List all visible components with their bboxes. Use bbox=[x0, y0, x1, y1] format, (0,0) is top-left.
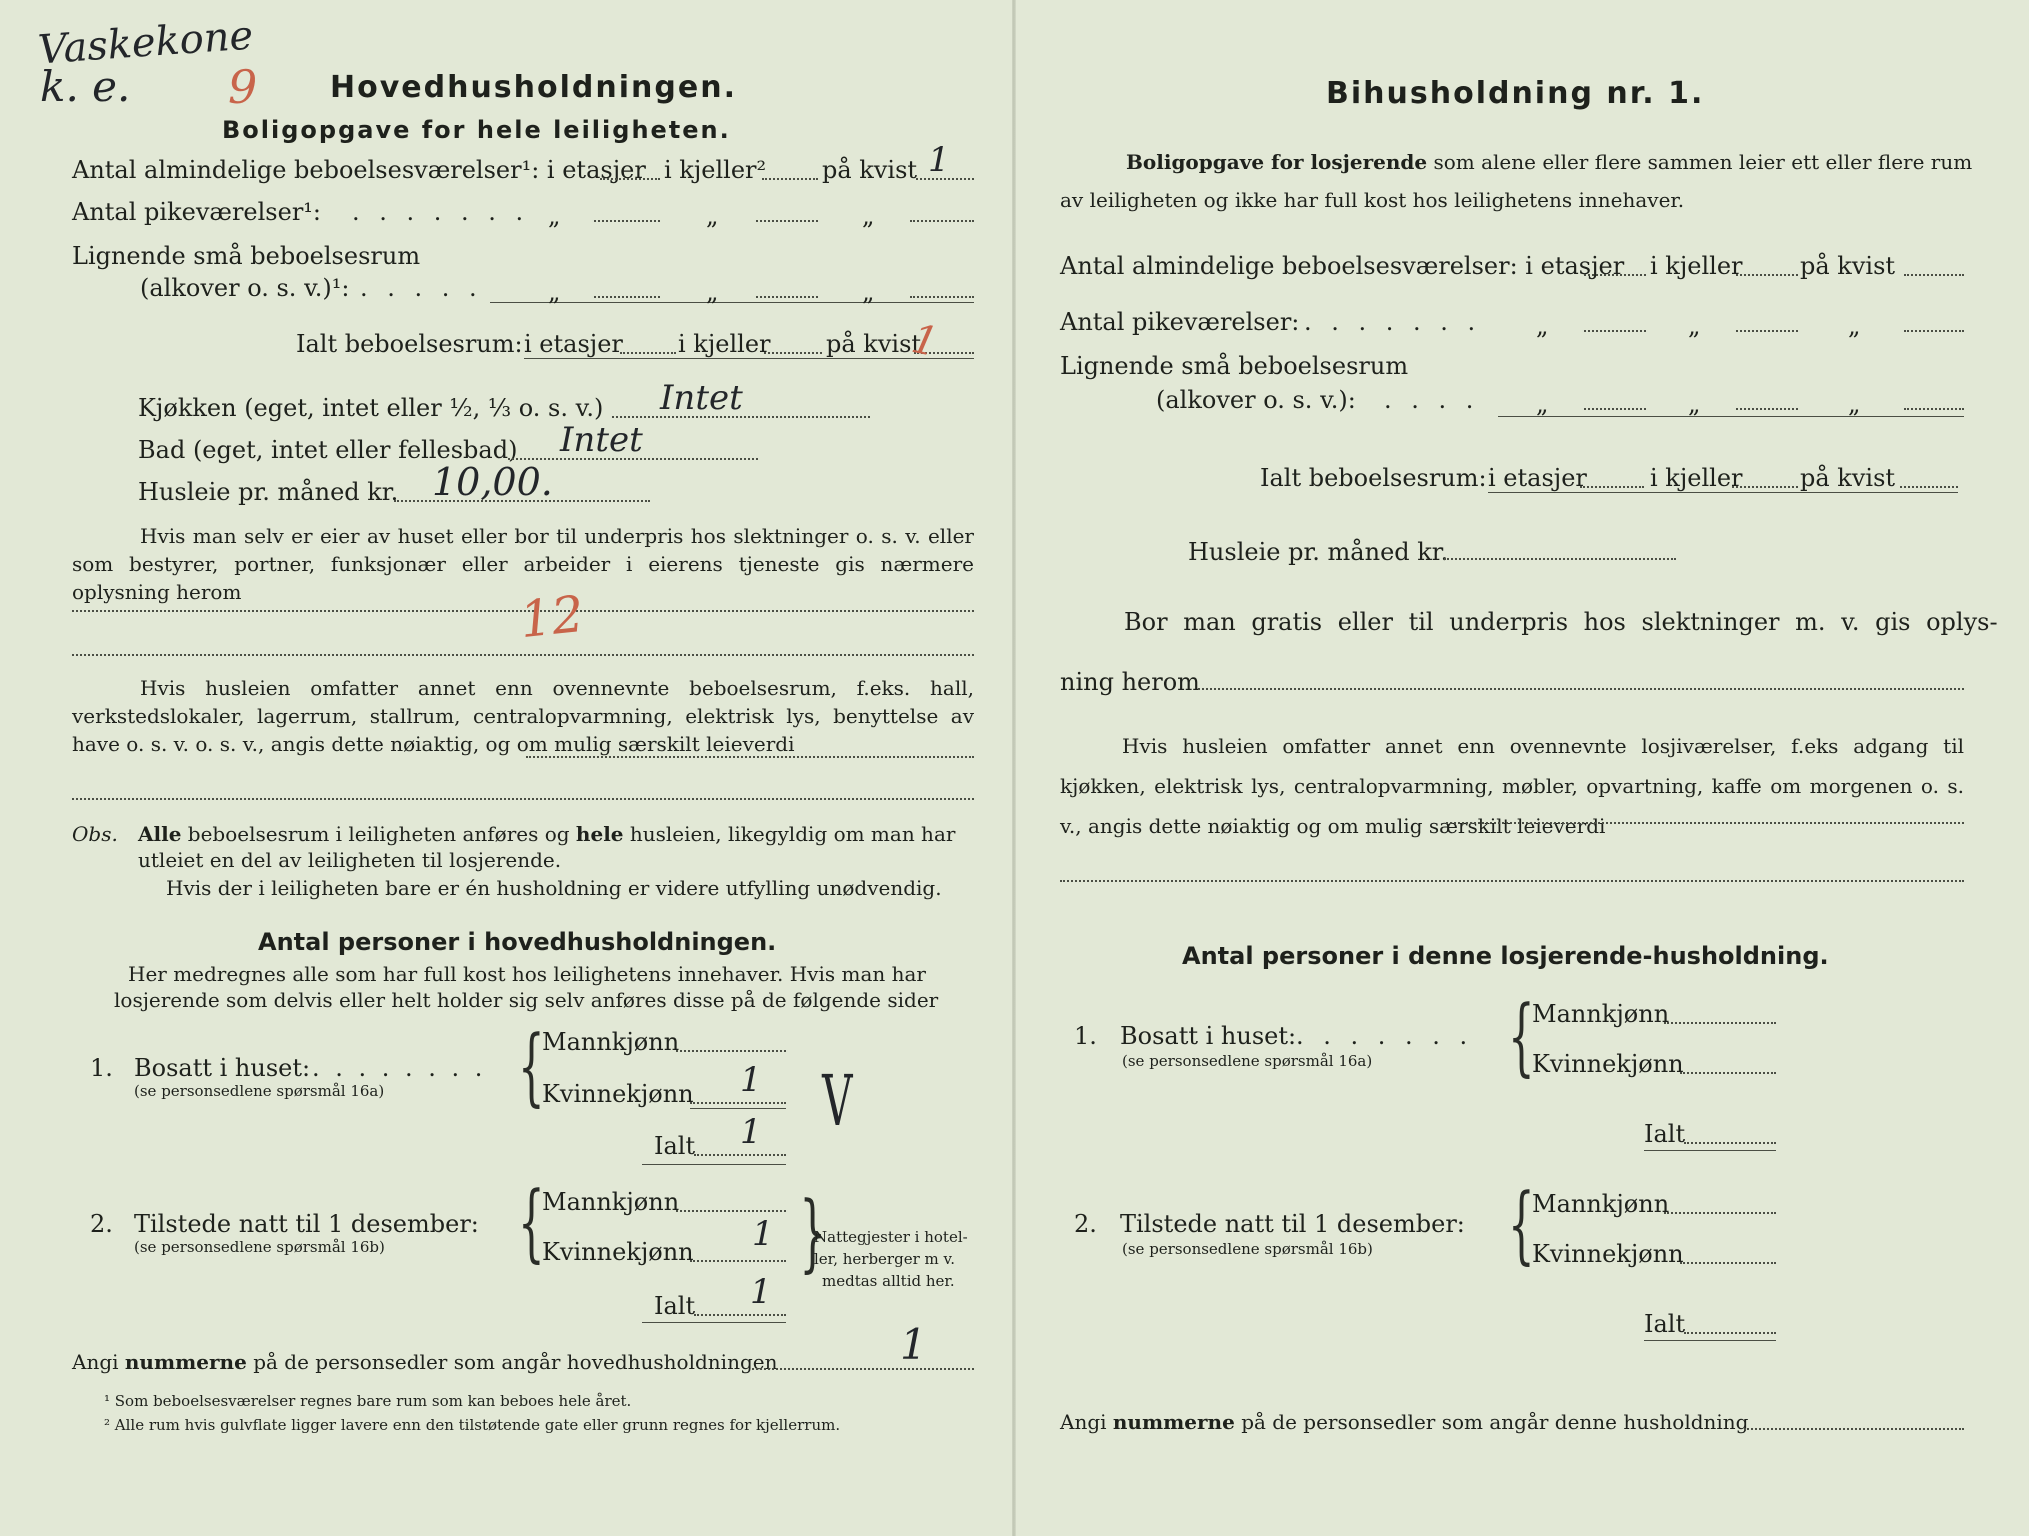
right-total-etasjer-label: i etasjer bbox=[1488, 464, 1587, 492]
left-q2-total-field[interactable] bbox=[694, 1314, 786, 1316]
handwritten-resident-female: 1 bbox=[740, 1060, 762, 1100]
right-numbers-a: Angi bbox=[1060, 1410, 1107, 1434]
left-row-rooms-label: Antal almindelige beboelsesværelser¹: i etasjer bbox=[72, 156, 646, 184]
right-numbers-b: nummerne bbox=[1112, 1410, 1235, 1434]
left-total-etasjer-field[interactable] bbox=[620, 352, 676, 354]
left-q1-female-rule bbox=[690, 1108, 786, 1109]
right-total-rule bbox=[1488, 492, 1958, 493]
right-rent-extra-field-2[interactable] bbox=[1060, 880, 1964, 882]
left-q2-female-field[interactable] bbox=[690, 1260, 786, 1262]
left-q2-total-label: Ialt bbox=[654, 1292, 696, 1320]
handwritten-present-female: 1 bbox=[752, 1214, 774, 1254]
left-q2-male-label: Mannkjønn bbox=[542, 1188, 680, 1216]
right-q1-total-label: Ialt bbox=[1644, 1120, 1686, 1148]
ditto-mark: „ bbox=[1536, 312, 1549, 340]
right-small-kvist-field[interactable] bbox=[1904, 408, 1964, 410]
left-q1-total-field[interactable] bbox=[694, 1154, 786, 1156]
right-rooms-kjeller-field[interactable] bbox=[1736, 274, 1798, 276]
guest-note-3: medtas alltid her. bbox=[822, 1272, 955, 1290]
right-q1-total-field[interactable] bbox=[1684, 1142, 1776, 1144]
left-title: Hovedhusholdningen. bbox=[330, 70, 737, 105]
obs-label: Obs. bbox=[72, 822, 118, 846]
right-q2-female-field[interactable] bbox=[1680, 1262, 1776, 1264]
left-rent-extra-field-2[interactable] bbox=[72, 798, 974, 800]
right-rent-extra-field-1[interactable] bbox=[1446, 822, 1964, 824]
ditto-mark: „ bbox=[1848, 312, 1861, 340]
right-q1-ref: (se personsedlene spørsmål 16a) bbox=[1122, 1052, 1373, 1070]
right-row-small-label-2: (alkover o. s. v.): bbox=[1156, 386, 1356, 414]
right-q2-total-label: Ialt bbox=[1644, 1310, 1686, 1338]
right-rooms-kjeller-label: i kjeller bbox=[1650, 252, 1743, 280]
right-intro-bold: Boligopgave for losjerende bbox=[1126, 150, 1428, 174]
handwritten-red-mark: 12 bbox=[517, 584, 587, 650]
right-q1-label: Bosatt i huset: bbox=[1120, 1022, 1297, 1050]
left-small-kjeller-field[interactable] bbox=[756, 296, 818, 298]
left-q2-ref: (se personsedlene spørsmål 16b) bbox=[134, 1238, 385, 1256]
ditto-mark: „ bbox=[862, 278, 875, 306]
left-q2-male-field[interactable] bbox=[676, 1210, 786, 1212]
right-q1-dots: . . . . . . . bbox=[1296, 1022, 1474, 1050]
ditto-mark: „ bbox=[862, 202, 875, 230]
left-q2-number: 2. bbox=[90, 1210, 113, 1238]
right-q2-brace: { bbox=[1508, 1175, 1535, 1273]
left-rent-extra-field-1[interactable] bbox=[526, 756, 974, 758]
left-row-maid-label: Antal pikeværelser¹: bbox=[72, 198, 321, 226]
left-row-total-label: Ialt beboelsesrum: bbox=[296, 330, 523, 358]
left-maid-kjeller-field[interactable] bbox=[756, 220, 818, 222]
right-q2-number: 2. bbox=[1074, 1210, 1097, 1238]
left-rooms-kvist-label: på kvist bbox=[822, 156, 918, 184]
left-total-kjeller-label: i kjeller bbox=[678, 330, 771, 358]
right-maid-kjeller-field[interactable] bbox=[1736, 330, 1798, 332]
left-owner-field-2[interactable] bbox=[72, 654, 974, 656]
left-row-rent-label: Husleie pr. måned kr. bbox=[138, 478, 399, 506]
right-persons-title: Antal personer i denne losjerende-husholdning. bbox=[1182, 942, 1829, 970]
handwritten-top-note: Vaskekone bbox=[36, 12, 255, 74]
left-q2-brace: { bbox=[518, 1173, 545, 1271]
left-numbers-field[interactable] bbox=[752, 1368, 974, 1370]
right-total-kjeller-field[interactable] bbox=[1732, 486, 1798, 488]
left-total-kjeller-field[interactable] bbox=[764, 352, 822, 354]
ditto-mark: „ bbox=[706, 202, 719, 230]
left-small-etasjer-field[interactable] bbox=[594, 296, 660, 298]
right-q2-total-rule bbox=[1644, 1340, 1776, 1341]
right-row-maid-label: Antal pikeværelser: bbox=[1060, 308, 1300, 336]
right-row-total-label: Ialt beboelsesrum: bbox=[1260, 464, 1487, 492]
left-rooms-etasjer-field[interactable] bbox=[600, 178, 660, 180]
handwritten-present-total: 1 bbox=[750, 1272, 772, 1312]
left-q1-female-label: Kvinnekjønn bbox=[542, 1080, 694, 1108]
handwritten-top-number: 9 bbox=[228, 60, 258, 114]
left-rooms-kjeller-field[interactable] bbox=[762, 178, 818, 180]
right-q2-male-label: Mannkjønn bbox=[1532, 1190, 1670, 1218]
left-q1-label: Bosatt i huset: bbox=[134, 1054, 311, 1082]
left-q2-label: Tilstede natt til 1 desember: bbox=[134, 1210, 479, 1238]
right-q1-total-rule bbox=[1644, 1150, 1776, 1151]
ditto-mark: „ bbox=[548, 202, 561, 230]
left-q1-ref: (se personsedlene spørsmål 16a) bbox=[134, 1082, 385, 1100]
right-row-small-label-1: Lignende små beboelsesrum bbox=[1060, 352, 1409, 380]
left-rooms-kjeller-label: i kjeller² bbox=[664, 156, 767, 184]
right-row-rent-label: Husleie pr. måned kr. bbox=[1188, 538, 1449, 566]
handwritten-bath-value: Intet bbox=[560, 420, 643, 460]
left-maid-kvist-field[interactable] bbox=[910, 220, 974, 222]
right-small-kjeller-field[interactable] bbox=[1736, 408, 1798, 410]
right-rooms-etasjer-field[interactable] bbox=[1584, 274, 1646, 276]
right-q2-total-field[interactable] bbox=[1684, 1332, 1776, 1334]
left-q2-total-rule bbox=[642, 1322, 786, 1323]
obs-all: Alle bbox=[138, 822, 182, 846]
left-q1-total-label: Ialt bbox=[654, 1132, 696, 1160]
left-numbers-b: nummerne bbox=[124, 1350, 247, 1374]
obs-line-2: utleiet en del av leiligheten til losjerende. bbox=[138, 848, 562, 872]
page-fold bbox=[1012, 0, 1016, 1536]
right-q1-female-label: Kvinnekjønn bbox=[1532, 1050, 1684, 1078]
left-numbers-a: Angi bbox=[72, 1350, 119, 1374]
obs-text-2: husleien, likegyldig om man har bbox=[629, 822, 956, 846]
obs-text-1: beboelsesrum i leiligheten anføres og bbox=[187, 822, 570, 846]
left-total-rule bbox=[524, 358, 974, 359]
left-row-small-label-2: (alkover o. s. v.)¹: bbox=[140, 274, 350, 302]
obs-whole: hele bbox=[575, 822, 624, 846]
right-q2-ref: (se personsedlene spørsmål 16b) bbox=[1122, 1240, 1373, 1258]
right-numbers-field[interactable] bbox=[1744, 1428, 1964, 1430]
left-numbers-c: på de personsedler som angår hovedhusholdningen bbox=[253, 1350, 778, 1374]
right-q1-female-field[interactable] bbox=[1680, 1072, 1776, 1074]
right-rooms-kvist-field[interactable] bbox=[1904, 274, 1964, 276]
left-subtitle: Boligopgave for hele leiligheten. bbox=[222, 116, 731, 144]
right-title: Bihusholdning nr. 1. bbox=[1326, 76, 1705, 111]
guest-note-2: ler, herberger m v. bbox=[814, 1250, 955, 1268]
left-small-rule bbox=[490, 302, 974, 303]
left-q1-male-field[interactable] bbox=[676, 1050, 786, 1052]
left-persons-note-2: losjerende som delvis eller helt holder sig selv anføres disse på de følgende sider bbox=[114, 988, 939, 1012]
right-row-maid-dots: . . . . . . . bbox=[1304, 308, 1482, 336]
right-numbers-c: på de personsedler som angår denne husholdning bbox=[1241, 1410, 1749, 1434]
left-q1-brace: { bbox=[518, 1017, 545, 1115]
handwritten-top-code: k. e. bbox=[40, 62, 131, 111]
right-free-field[interactable] bbox=[1198, 688, 1964, 690]
handwritten-rent-value: 10,00. bbox=[432, 460, 553, 504]
right-free-paragraph-2: ning herom bbox=[1060, 668, 1200, 696]
handwritten-check-mark: V bbox=[822, 1060, 853, 1142]
right-intro-line-2: av leiligheten og ikke har full kost hos leilighetens innehaver. bbox=[1060, 188, 1685, 212]
ditto-mark: „ bbox=[1688, 390, 1701, 418]
right-maid-kvist-field[interactable] bbox=[1904, 330, 1964, 332]
left-maid-etasjer-field[interactable] bbox=[594, 220, 660, 222]
handwritten-person-number: 1 bbox=[900, 1320, 927, 1369]
right-q2-male-field[interactable] bbox=[1664, 1212, 1776, 1214]
left-persons-note-1: Her medregnes alle som har full kost hos leilighetens innehaver. Hvis man har bbox=[128, 962, 926, 986]
left-persons-title: Antal personer i hovedhusholdningen. bbox=[258, 928, 777, 956]
left-q2-close-brace: { bbox=[799, 1183, 827, 1281]
right-q1-number: 1. bbox=[1074, 1022, 1097, 1050]
right-total-kjeller-label: i kjeller bbox=[1650, 464, 1743, 492]
left-row-maid-dots: . . . . . . . bbox=[352, 198, 530, 226]
right-rent-field[interactable] bbox=[1444, 558, 1676, 560]
right-small-etasjer-field[interactable] bbox=[1584, 408, 1646, 410]
right-small-rule bbox=[1498, 416, 1964, 417]
ditto-mark: „ bbox=[1848, 390, 1861, 418]
left-row-small-dots: . . . . . bbox=[360, 274, 483, 302]
left-row-kitchen-label: Kjøkken (eget, intet eller ½, ⅓ o. s. v.) bbox=[138, 394, 604, 422]
right-intro-rest: som alene eller flere sammen leier ett eller flere rum bbox=[1433, 150, 1973, 174]
handwritten-resident-total: 1 bbox=[740, 1112, 762, 1152]
right-row-small-dots: . . . . bbox=[1384, 386, 1480, 414]
left-q1-dots: . . . . . . . . bbox=[312, 1054, 487, 1082]
ditto-mark: „ bbox=[548, 278, 561, 306]
left-total-kvist-label: på kvist bbox=[826, 330, 922, 358]
left-row-small-label-1: Lignende små beboelsesrum bbox=[72, 242, 421, 270]
guest-note-1: Nattegjester i hotel- bbox=[814, 1228, 968, 1246]
right-q1-brace: { bbox=[1508, 987, 1535, 1085]
left-q2-female-label: Kvinnekjønn bbox=[542, 1238, 694, 1266]
right-q2-female-label: Kvinnekjønn bbox=[1532, 1240, 1684, 1268]
right-q1-male-field[interactable] bbox=[1664, 1022, 1776, 1024]
right-total-kvist-field[interactable] bbox=[1900, 486, 1958, 488]
left-rent-paragraph: Hvis husleien omfatter annet enn ovennevnte beboelsesrum, f.eks. hall, verkstedslokaler, lagerrum, stallrum, centralopvarmning, elektrisk lys, benyttelse av have o. s. v. o. s. v., angis dette nøiaktig, og om mulig særskilt leieverdi bbox=[72, 676, 974, 756]
right-rooms-kvist-label: på kvist bbox=[1800, 252, 1896, 280]
left-small-kvist-field[interactable] bbox=[910, 296, 974, 298]
left-q1-number: 1. bbox=[90, 1054, 113, 1082]
right-maid-etasjer-field[interactable] bbox=[1584, 330, 1646, 332]
left-q1-male-label: Mannkjønn bbox=[542, 1028, 680, 1056]
left-q1-female-field[interactable] bbox=[690, 1102, 786, 1104]
handwritten-kitchen-value: Intet bbox=[660, 378, 743, 418]
right-free-paragraph-1: Bor man gratis eller til underpris hos slektninger m. v. gis oplys- bbox=[1124, 608, 1998, 636]
footnote-2: ² Alle rum hvis gulvflate ligger lavere enn den tilstøtende gate eller grunn regnes for kjellerrum. bbox=[104, 1416, 841, 1434]
right-row-rooms-label: Antal almindelige beboelsesværelser: i etasjer bbox=[1060, 252, 1625, 280]
left-total-etasjer-label: i etasjer bbox=[524, 330, 623, 358]
right-total-etasjer-field[interactable] bbox=[1580, 486, 1644, 488]
ditto-mark: „ bbox=[1536, 390, 1549, 418]
left-row-bath-label: Bad (eget, intet eller fellesbad) bbox=[138, 436, 518, 464]
left-owner-paragraph: Hvis man selv er eier av huset eller bor til underpris hos slektninger o. s. v. eller som bestyrer, portner, funksjonær eller arbeider i eierens tjeneste gis nærmere oplysning herom bbox=[72, 524, 974, 604]
footnote-1: ¹ Som beboelsesværelser regnes bare rum som kan beboes hele året. bbox=[104, 1392, 632, 1410]
left-q1-total-rule bbox=[642, 1164, 786, 1165]
handwritten-ialt-kvist: 1 bbox=[907, 315, 942, 367]
right-q2-label: Tilstede natt til 1 desember: bbox=[1120, 1210, 1465, 1238]
right-rent-paragraph: Hvis husleien omfatter annet enn ovennevnte losjiværelser, f.eks adgang til kjøkken, elektrisk lys, centralopvarmning, møbler, opvartning, kaffe om morgenen o. s. v., angis dette nøiaktig og om mulig særskilt leieverdi bbox=[1060, 734, 1964, 838]
right-total-kvist-label: på kvist bbox=[1800, 464, 1896, 492]
obs-line-3: Hvis der i leiligheten bare er én husholdning er videre utfylling unødvendig. bbox=[166, 876, 942, 900]
ditto-mark: „ bbox=[1688, 312, 1701, 340]
handwritten-kvist-count: 1 bbox=[928, 140, 950, 180]
ditto-mark: „ bbox=[706, 278, 719, 306]
right-q1-male-label: Mannkjønn bbox=[1532, 1000, 1670, 1028]
